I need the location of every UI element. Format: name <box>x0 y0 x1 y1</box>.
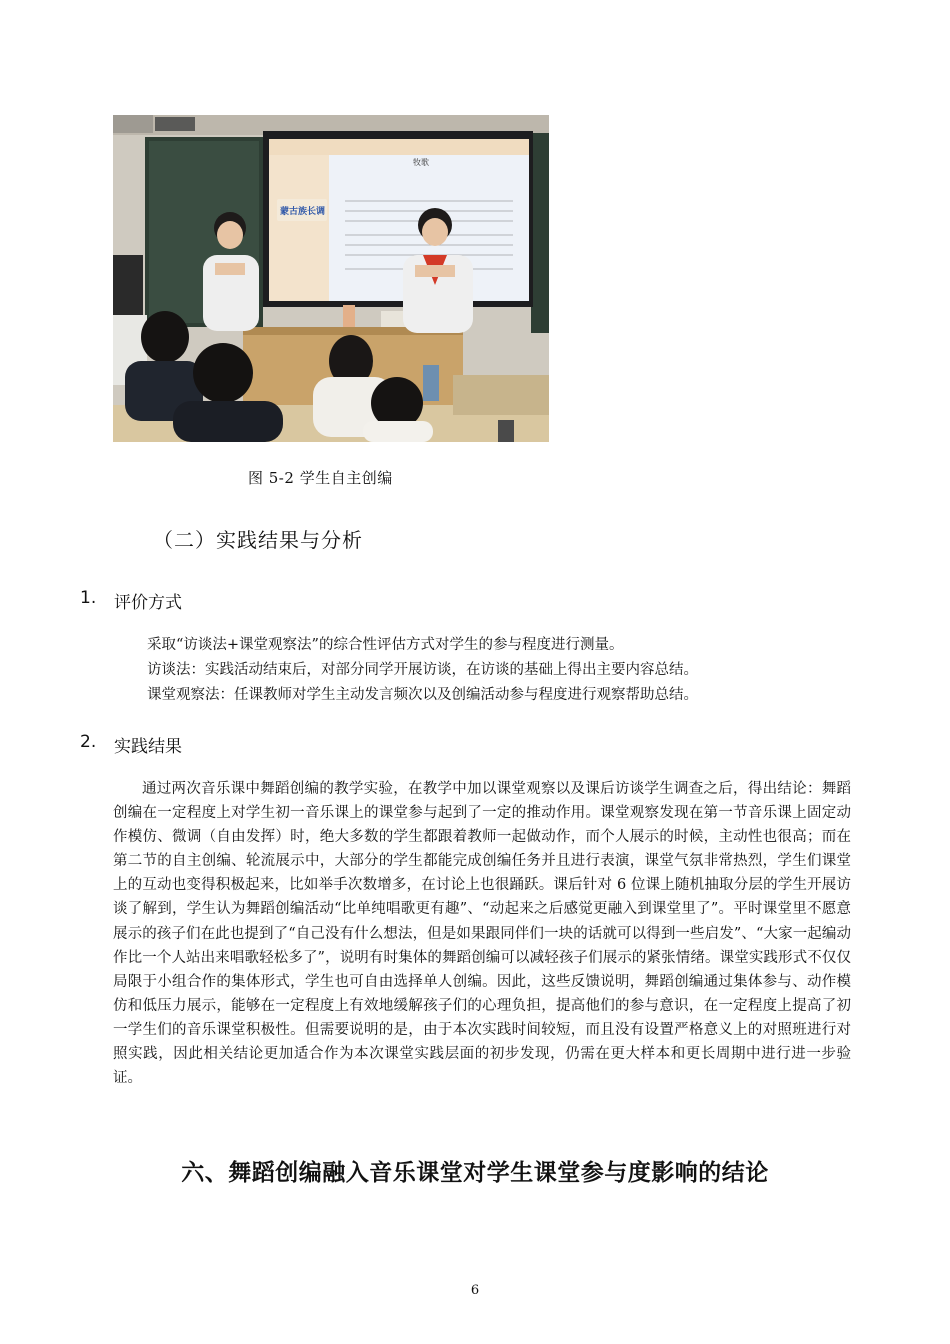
figure-caption: 图 5-2 学生自主创编 <box>248 469 393 487</box>
body-line: 采取“访谈法+课堂观察法”的综合性评估方式对学生的参与程度进行测量。 <box>147 637 624 653</box>
page-number: 6 <box>470 1283 480 1298</box>
screen-banner: 蒙古族长调 <box>280 207 326 217</box>
item-heading-results <box>80 732 280 756</box>
section-heading: （二）实践结果与分析 <box>153 528 363 552</box>
item-title: 实践结果 <box>114 737 182 757</box>
screen-title: 牧歌 <box>413 158 429 167</box>
classroom-photo <box>113 115 549 442</box>
body-line: 访谈法：实践活动结束后，对部分同学开展访谈，在访谈的基础上得出主要内容总结。 <box>147 662 698 678</box>
item-heading-evaluation <box>80 588 280 612</box>
item-title: 评价方式 <box>114 593 182 613</box>
item-number: 2. <box>80 732 97 752</box>
body-line: 课堂观察法：任课教师对学生主动发言频次以及创编活动参与程度进行观察帮助总结。 <box>147 687 698 703</box>
chapter-heading: 六、舞蹈创编融入音乐课堂对学生课堂参与度影响的结论 <box>181 1160 769 1186</box>
item-number: 1. <box>80 588 97 608</box>
results-paragraph: 通过两次音乐课中舞蹈创编的教学实验，在教学中加以课堂观察以及课后访谈学生调查之后，得出结论：舞蹈创编在一定程度上对学生初一音乐课上的课堂参与起到了一定的推动作用。课堂观察发现在第一节音乐课上固定动作模仿、微调（自由发挥）时，绝大多数的学生都跟着教师一起做动作，而个人展示的时候，主动性也很高；而在第二节的自主创编、轮流展示中，大部分的学生都能完成创编任务并且进行表演，课堂气氛非常热烈，学生们课堂上的互动也变得积极起来，比如举手次数增多，在讨论上也很踊跃。课后针对 6 位课上随机抽取分层的学生开展访谈了解到，学生认为舞蹈创编活动“比单纯唱歌更有趣”、“动起来之后感觉更融入到课堂里了”。平时课堂里不愿意展示的孩子们在此也提到了“自己没有什么想法，但是如果跟同伴们一块的话就可以得到一些启发”、“大家一起编动作比一个人站出来唱歌轻松多了”，说明有时集体的舞蹈创编可以减轻孩子们展示的紧张情绪。课堂实践形式不仅仅局限于小组合作的集体形式，学生也可自由选择单人创编。因此，这些反馈说明，舞蹈创编通过集体参与、动作模仿和低压力展示，能够在一定程度上有效地缓解孩子们的心理负担，提高他们的参与意识，在一定程度上提高了初一学生们的音乐课堂积极性。但需要说明的是，由于本次实践时间较短，而且没有设置严格意义上的对照班进行对照实践，因此相关结论更加适合作为本次课堂实践层面的初步发现，仍需在更大样本和更长周期中进行进一步验证。 <box>113 781 851 1087</box>
